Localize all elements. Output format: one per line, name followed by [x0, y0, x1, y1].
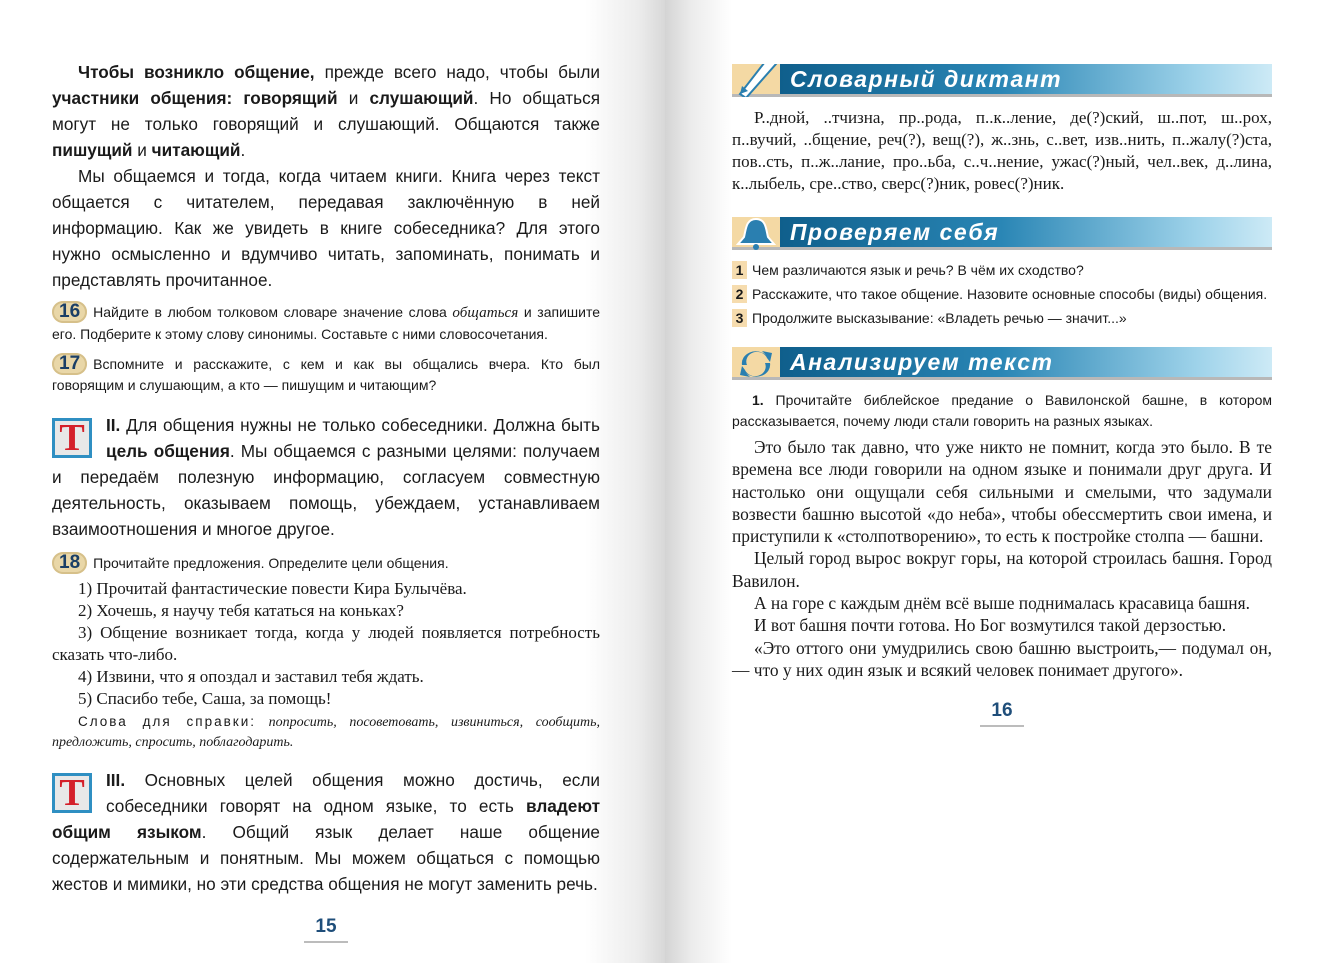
theory-text: [52, 415, 600, 539]
bold-text: участники общения: говорящий: [52, 88, 338, 108]
text-segment: . Общий язык делает наше общение содержательным и понятным. Мы можем общаться с помощью жестов и мимики, но эти средства общения не могут заменить речь.: [52, 822, 600, 894]
divider: [304, 941, 348, 943]
story-paragraph: Это было так давно, что уже никто не помнит, когда это было. В те времена все люди говорили на одном языке и понимали друг друга. И настолько они ощущали себя сильными и смелыми, что задумали возвести башню высотой «до неба», чтобы обессмертить свои имена, и приступили к «столпотворению», то есть к постройке столпа — башни.: [732, 437, 1272, 547]
theory-icon: Т: [52, 418, 92, 458]
text-segment: прежде всего надо, чтобы были: [314, 62, 600, 82]
sentence: 5) Спасибо тебе, Саша, за помощь!: [78, 689, 332, 708]
page-number: 15: [315, 916, 337, 937]
bold-text: пишущий: [52, 140, 133, 160]
bold-text: слушающий: [369, 88, 474, 108]
italic-text: общаться: [452, 305, 519, 321]
page-number: 16: [991, 700, 1013, 722]
sentence: 4) Извини, что я опоздал и заставил тебя ждать.: [78, 667, 424, 686]
bold-text: III.: [106, 770, 126, 790]
theory-text: [52, 770, 600, 894]
story-paragraph: И вот башня почти готова. Но Бог возмутился такой дерзостью.: [754, 615, 1227, 636]
story-paragraph: А на горе с каждым днём всё выше поднималась красавица башня.: [754, 593, 1250, 614]
text-segment: Прочитайте предложения. Определите цели общения.: [93, 555, 449, 571]
task-number-badge: 16: [52, 301, 87, 323]
heading-title: Словарный диктант: [790, 66, 1063, 92]
section-heading-analysis: [732, 347, 1272, 380]
text-segment: Вспомните и расскажите, с кем и как вы общались вчера. Кто был говорящим и слушающим, а кто — пишущим и читающим?: [52, 356, 600, 393]
text-segment: . Но общаться могут не только говорящий и слушающий. Общаются также: [52, 88, 600, 134]
text-segment: и: [132, 140, 152, 160]
dictation-text: Р..дной, ..тчизна, пр..рода, п..к..ление, де(?)ский, ш..пот, ш..рох, п..вучий, ..бщение, реч(?), вещ(?), ж..знь, с..вет, изв..нить, п..жалу(?)ста, пов..сть, п..ж..лание, про..ьба, с..ч..нение, ужас(?)ный, чел..век, д..лина, к..лыбель, сре..ство, сверс(?)ник, ровес(?)ник.: [732, 108, 1272, 193]
sentence-list: [52, 578, 600, 710]
hint-label: Слова для справки:: [78, 714, 256, 729]
bold-text: читающий: [151, 140, 241, 160]
task-text: Прочитайте библейское предание о Вавилонской башне, в котором рассказывается, почему люди стали говорить на разных языках.: [732, 392, 1273, 429]
section-heading-dictation: [732, 64, 1272, 97]
bold-text: II.: [106, 415, 121, 435]
text-segment: Мы общаемся и тогда, когда читаем книги. Книга через текст общается с читателем, передавая заключённую в ней информацию. Как же увидеть в книге собеседника? Для этого нужно осмысленно и вдумчиво читать, запоминать, понимать и представлять прочитанное.: [52, 166, 600, 290]
page-right: [665, 0, 1334, 963]
heading-title: Анализируем текст: [790, 349, 1054, 375]
story-text: [732, 436, 1272, 681]
sentence: 2) Хочешь, я научу тебя кататься на коньках?: [78, 601, 404, 620]
paragraph: [52, 59, 600, 163]
page-left: [0, 0, 665, 963]
question-item: [732, 284, 1272, 305]
text-segment: и: [337, 88, 370, 108]
reference-words: [52, 712, 600, 753]
story-paragraph: «Это оттого они умудрились свою башню выстроить,— подумал он, — что у них один язык и всякий человек понимает другого».: [732, 637, 1272, 680]
pencil-icon: [732, 64, 780, 97]
task-18: [52, 552, 600, 574]
task-number-badge: 18: [52, 552, 87, 574]
theory-block-3: [52, 767, 600, 897]
sentence: 1) Прочитай фантастические повести Кира Булычёва.: [78, 579, 467, 598]
task-16: [52, 301, 600, 345]
question-item: [732, 308, 1272, 329]
task-17: [52, 353, 600, 396]
task-text: [52, 304, 600, 342]
task-text: [52, 356, 600, 393]
bold-text: цель общения: [106, 441, 230, 461]
text-segment: Для общения нужны не только собеседники. Должна быть: [120, 415, 600, 435]
paragraph: [52, 163, 600, 293]
task-1: [732, 390, 1272, 432]
story-paragraph: Целый город вырос вокруг горы, на которой строилась башня. Город Вавилон.: [732, 548, 1272, 591]
question-text: Чем различаются язык и речь? В чём их сходство?: [752, 262, 1084, 278]
bold-text: Чтобы возникло общение,: [78, 62, 315, 82]
sentence: 3) Общение возникает тогда, когда у людей появляется потребность сказать что-либо.: [52, 623, 600, 664]
text-segment: Найдите в любом толковом словаре значение слова: [93, 304, 453, 320]
question-text: Продолжите высказывание: «Владеть речью — значит...»: [752, 310, 1127, 326]
text-segment: .: [240, 140, 246, 160]
question-item: [732, 260, 1272, 281]
page-footer: [732, 699, 1272, 727]
hint-words: попросить, посоветовать, извиниться, сообщить, предложить, спросить, поблагодарить.: [52, 715, 600, 750]
question-number: 2: [732, 285, 747, 303]
text-segment: Основных целей общения можно достичь, если собеседники говорят на одном языке, то есть: [106, 770, 600, 816]
theory-block-2: [52, 412, 600, 542]
heading-title: Проверяем себя: [790, 219, 1000, 245]
recycle-arrows-icon: [732, 347, 780, 380]
text-segment: . Мы общаемся с разными целями: получаем и передаём полезную информацию, согласуем совместную деятельность, оказываем помощь, убеждаем, устанавливаем взаимоотношения и многое другое.: [52, 441, 600, 539]
section-heading-self-check: [732, 217, 1272, 250]
divider: [980, 725, 1024, 727]
task-number-badge: 17: [52, 353, 87, 375]
page-footer: [52, 915, 600, 943]
bell-icon: [732, 217, 780, 250]
task-number: 1.: [752, 392, 764, 408]
question-number: 3: [732, 309, 747, 327]
task-text: [93, 555, 448, 571]
question-text: Расскажите, что такое общение. Назовите основные способы (виды) общения.: [752, 286, 1268, 302]
bold-text: владеют общим языком: [52, 796, 600, 842]
theory-icon: Т: [52, 773, 92, 813]
text-segment: и запишите его. Подберите к этому слову синонимы. Составьте с ними словосочетания.: [52, 304, 600, 342]
question-number: 1: [732, 261, 747, 279]
